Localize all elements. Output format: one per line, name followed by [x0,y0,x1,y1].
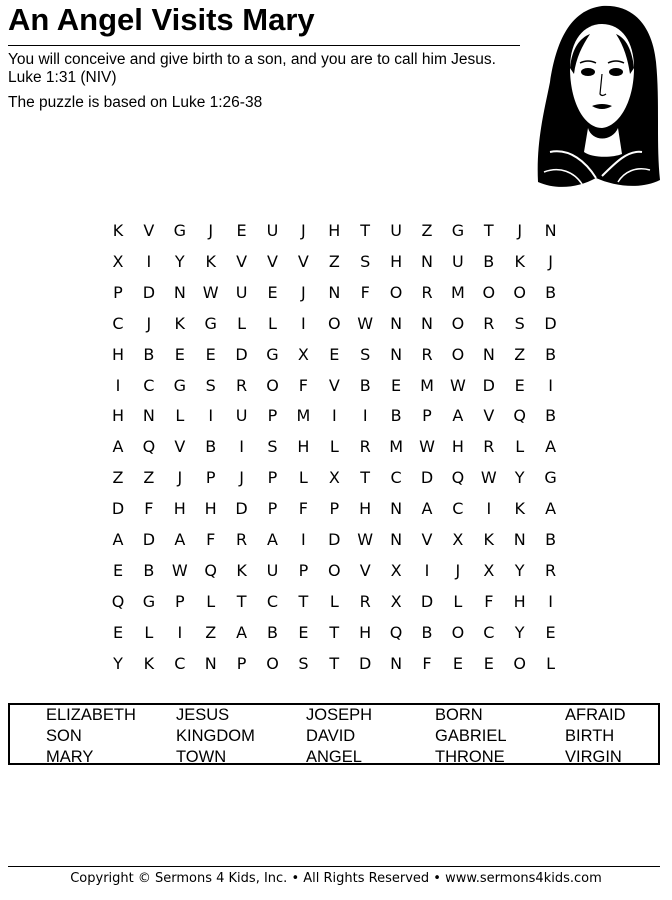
grid-letter: E [112,560,124,580]
grid-letter: I [486,499,492,519]
grid-letter: C [266,591,279,611]
grid-letter: V [174,437,186,457]
grid-letter: K [205,251,216,271]
grid-letter: E [391,375,402,395]
grid-letter: V [267,251,278,271]
grid-letter: Q [451,468,465,488]
grid-letter: A [112,530,124,549]
grid-letter: R [483,313,495,333]
word-list-item: KINGDOM [176,727,255,745]
grid-letter: O [451,344,465,364]
grid-letter: V [143,221,155,240]
grid-letter: B [545,406,557,426]
grid-letter: W [357,313,374,333]
grid-letter: F [144,499,154,519]
grid-letter: P [298,560,309,580]
grid-letter: F [484,591,494,611]
grid-letter: R [359,437,371,457]
word-list-item: MARY [46,748,94,766]
word-list-item: JESUS [176,706,230,724]
grid-letter: D [328,530,341,549]
grid-letter: C [112,313,124,333]
grid-letter: O [266,653,279,673]
grid-letter: K [514,499,525,519]
word-list-item: BIRTH [565,727,615,745]
grid-letter: D [111,499,125,519]
grid-letter: P [205,468,216,488]
grid-letter: W [449,375,466,395]
grid-letter: H [204,499,217,519]
grid-letter: N [390,653,403,673]
grid-letter: A [174,530,186,549]
grid-letter: H [390,251,403,271]
title-divider [8,45,520,46]
grid-letter: O [513,653,526,673]
grid-letter: J [517,221,523,240]
word-list-item: GABRIEL [435,727,507,745]
grid-letter: B [267,622,278,642]
word-list-item: ANGEL [306,748,362,766]
grid-letter: E [236,221,247,240]
grid-letter: E [298,622,309,642]
grid-letter: D [142,530,156,549]
grid-letter: U [266,560,279,580]
grid-letter: P [236,653,247,673]
grid-letter: B [359,375,371,395]
grid-letter: P [174,591,185,611]
grid-letter: G [204,313,217,333]
scripture-reference: The puzzle is based on Luke 1:26-38 [8,94,263,111]
grid-letter: B [545,282,557,302]
grid-letter: J [301,282,306,302]
grid-letter: R [359,591,371,611]
grid-letter: N [328,282,341,302]
word-list-item: AFRAID [565,706,626,724]
grid-letter: D [235,344,248,364]
grid-letter: P [267,468,278,488]
grid-letter: I [301,313,306,333]
grid-letter: G [173,375,186,395]
grid-letter: P [422,406,432,426]
grid-letter: H [297,437,310,457]
grid-letter: B [545,530,557,549]
grid-letter: H [328,221,341,240]
grid-letter: N [482,344,495,364]
grid-letter: B [143,560,155,580]
grid-letter: S [514,313,525,333]
grid-letter: T [298,591,309,611]
grid-letter: N [421,251,433,271]
grid-letter: D [420,591,434,611]
grid-letter: Y [113,653,123,673]
grid-letter: Z [205,622,217,642]
grid-letter: S [205,375,216,395]
grid-letter: I [424,560,430,580]
grid-letter: W [171,560,188,580]
grid-letter: U [390,221,402,240]
grid-letter: G [266,344,279,364]
grid-letter: B [390,406,402,426]
grid-letter: R [236,375,248,395]
grid-letter: L [298,468,308,488]
grid-letter: H [513,591,526,611]
grid-letter: J [301,221,306,240]
grid-letter: D [420,468,434,488]
grid-letter: L [329,591,339,611]
grid-letter: N [513,530,526,549]
grid-letter: R [236,530,248,549]
mary-portrait-illustration [530,2,663,192]
grid-letter: A [452,406,464,426]
word-list-item: SON [46,727,82,745]
grid-letter: Z [514,344,526,364]
grid-letter: S [267,437,278,457]
grid-letter: K [514,251,525,271]
grid-letter: K [236,560,247,580]
grid-letter: Z [421,221,433,240]
grid-letter: P [329,499,340,519]
grid-letter: H [359,622,372,642]
grid-letter: T [236,591,247,611]
grid-letter: X [297,344,309,364]
grid-letter: T [360,468,371,488]
grid-letter: I [548,375,553,395]
grid-letter: B [483,251,495,271]
grid-letter: L [237,313,247,333]
grid-letter: E [267,282,278,302]
grid-letter: E [329,344,340,364]
grid-letter: L [515,437,525,457]
grid-letter: C [174,653,186,673]
grid-letter: Z [143,468,155,488]
grid-letter: L [206,591,216,611]
grid-letter: N [390,499,403,519]
grid-letter: J [146,313,152,333]
grid-letter: E [205,344,216,364]
word-list-item: ELIZABETH [46,706,136,724]
grid-letter: Q [204,560,217,580]
grid-letter: R [421,344,433,364]
grid-letter: E [483,653,494,673]
grid-letter: I [362,406,368,426]
grid-letter: T [360,221,371,240]
grid-letter: D [359,653,372,673]
grid-letter: Z [112,468,124,488]
grid-letter: W [202,282,219,302]
grid-letter: J [208,221,214,240]
grid-letter: X [328,468,340,488]
grid-letter: L [546,653,556,673]
grid-letter: X [390,560,402,580]
verse-text: You will conceive and give birth to a son, and you are to call him Jesus. Luke 1:31 (NIV) [8,51,496,86]
footer-divider [8,866,660,867]
grid-letter: L [453,591,463,611]
grid-letter: F [298,499,308,519]
grid-letter: O [482,282,496,302]
grid-letter: M [450,282,465,302]
word-list-item: BORN [435,706,483,724]
grid-letter: S [360,344,371,364]
grid-letter: Y [514,622,525,642]
grid-letter: Y [174,251,185,271]
grid-letter: C [143,375,155,395]
grid-letter: A [421,499,433,519]
grid-letter: U [235,282,248,302]
grid-letter: O [266,375,279,395]
grid-letter: F [206,530,216,549]
grid-letter: U [266,221,279,240]
grid-letter: X [390,591,402,611]
grid-letter: L [329,437,339,457]
grid-letter: W [480,468,497,488]
grid-letter: E [452,653,463,673]
grid-letter: R [545,560,557,580]
grid-letter: L [175,406,185,426]
grid-letter: H [111,406,125,426]
grid-letter: N [390,313,403,333]
grid-letter: O [328,560,341,580]
grid-letter: R [421,282,433,302]
grid-letter: V [328,375,340,395]
grid-letter: W [357,530,374,549]
grid-letter: B [421,622,433,642]
grid-letter: E [514,375,525,395]
grid-letter: A [112,437,124,457]
grid-letter: H [173,499,186,519]
grid-letter: O [451,622,465,642]
grid-letter: V [359,560,371,580]
grid-letter: L [268,313,277,333]
grid-letter: E [174,344,185,364]
grid-letter: O [451,313,465,333]
grid-letter: R [483,437,495,457]
grid-letter: T [329,622,340,642]
grid-letter: V [297,251,309,271]
grid-letter: J [455,560,461,580]
grid-letter: X [483,560,495,580]
grid-letter: N [390,530,403,549]
grid-letter: I [146,251,152,271]
grid-letter: Z [328,251,340,271]
grid-letter: F [298,375,308,395]
grid-letter: Q [111,591,125,611]
grid-letter: K [143,653,155,673]
grid-letter: H [111,344,125,364]
grid-letter: J [548,251,553,271]
grid-letter: F [360,282,370,302]
grid-letter: C [483,622,495,642]
grid-letter: O [513,282,526,302]
grid-letter: H [451,437,464,457]
word-list-item: DAVID [306,727,356,745]
grid-letter: V [236,251,248,271]
word-list-box [8,703,660,765]
grid-letter: G [173,221,186,240]
grid-letter: N [173,282,186,302]
grid-letter: O [389,282,403,302]
grid-letter: B [143,344,155,364]
grid-letter: F [422,653,432,673]
copyright-footer: Copyright © Sermons 4 Kids, Inc. • All Rights Reserved • www.sermons4kids.com [70,871,602,886]
grid-letter: A [267,530,278,549]
grid-letter: P [267,499,278,519]
grid-letter: O [328,313,341,333]
grid-letter: X [112,251,124,271]
grid-letter: D [235,499,248,519]
grid-letter: D [142,282,156,302]
grid-letter: C [390,468,402,488]
grid-letter: K [483,530,495,549]
grid-letter: G [544,468,557,488]
grid-letter: S [360,251,371,271]
grid-letter: G [451,221,465,240]
grid-letter: Y [514,560,525,580]
grid-letter: Q [389,622,403,642]
grid-letter: C [452,499,464,519]
page-title: An Angel Visits Mary [8,2,315,37]
grid-letter: Y [514,468,525,488]
grid-letter: X [452,530,464,549]
grid-letter: U [452,251,464,271]
grid-letter: Q [513,406,526,426]
grid-letter: H [359,499,372,519]
grid-letter: N [142,406,155,426]
grid-letter: D [482,375,495,395]
grid-letter: T [483,221,494,240]
word-list-item: TOWN [176,748,227,766]
grid-letter: Q [142,437,156,457]
grid-letter: I [239,437,244,457]
grid-letter: A [236,622,248,642]
grid-letter: I [301,530,306,549]
grid-letter: M [420,375,434,395]
grid-letter: A [545,437,557,457]
grid-letter: V [483,406,495,426]
grid-letter: K [112,221,124,240]
grid-letter: D [544,313,557,333]
grid-letter: E [112,622,124,642]
grid-letter: I [208,406,214,426]
grid-letter: P [267,406,278,426]
grid-letter: W [419,437,435,457]
grid-letter: S [298,653,309,673]
grid-letter: M [296,406,311,426]
grid-letter: P [113,282,123,302]
grid-letter: M [389,437,403,457]
grid-letter: E [545,622,556,642]
grid-letter: A [545,499,557,519]
grid-letter: B [545,344,557,364]
grid-letter: U [235,406,248,426]
word-list-item: VIRGIN [565,748,622,766]
grid-letter: J [239,468,244,488]
grid-letter: J [177,468,183,488]
grid-letter: N [421,313,433,333]
grid-letter: L [144,622,154,642]
grid-letter: I [331,406,337,426]
word-list-item: THRONE [435,748,505,766]
grid-letter: V [421,530,433,549]
grid-letter: N [204,653,217,673]
grid-letter: K [174,313,186,333]
word-list-item: JOSEPH [306,706,373,724]
grid-letter: G [142,591,156,611]
grid-letter: I [548,591,553,611]
grid-letter: I [115,375,121,395]
grid-letter: N [390,344,403,364]
grid-letter: I [177,622,183,642]
grid-letter: B [205,437,217,457]
grid-letter: T [329,653,340,673]
grid-letter: N [544,221,557,240]
